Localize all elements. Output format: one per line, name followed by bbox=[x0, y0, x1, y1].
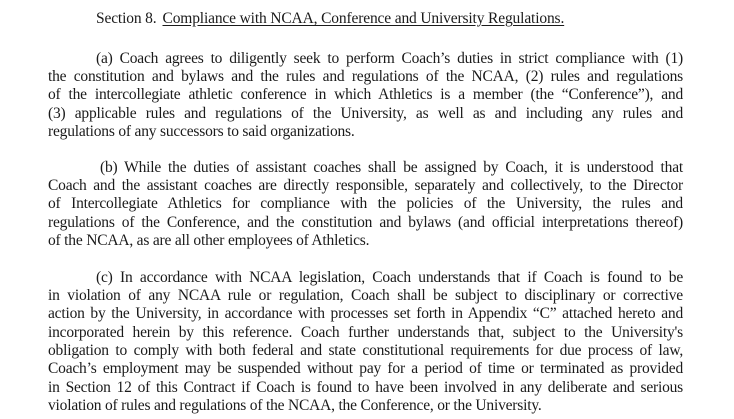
section-number: Section 8. bbox=[96, 10, 157, 27]
text-line: (b) While the duties of assistant coaches shall be assigned by Coach, it is understood that bbox=[100, 159, 683, 176]
text-line: the constitution and bylaws and the rules and regulations of the NCAA, (2) rules and regulations bbox=[48, 68, 683, 85]
text-line: of Intercollegiate Athletics for compliance with the policies of the University, the rules and bbox=[48, 195, 683, 212]
text-line: of the NCAA, as are all other employees of Athletics. bbox=[48, 232, 370, 249]
text-line: (c) In accordance with NCAA legislation, Coach understands that if Coach is found to be bbox=[96, 269, 683, 286]
text-line: (a) Coach agrees to diligently seek to perform Coach’s duties in strict compliance with (1) bbox=[96, 50, 683, 67]
text-line: violation of rules and regulations of the NCAA, the Conference, or the University. bbox=[48, 397, 542, 414]
text-line: in violation of any NCAA rule or regulation, Coach shall be subject to disciplinary or corrective bbox=[48, 287, 683, 304]
text-line: regulations of the Conference, and the constitution and bylaws (and official interpretations thereof) bbox=[48, 214, 683, 231]
text-line: Coach’s employment may be suspended without pay for a period of time or terminated as provided bbox=[48, 360, 683, 377]
text-line: regulations of any successors to said organizations. bbox=[48, 123, 355, 140]
text-line: Coach and the assistant coaches are directly responsible, separately and collectively, to the Director bbox=[48, 177, 683, 194]
section-heading bbox=[96, 10, 564, 28]
text-line: of the intercollegiate athletic conference in which Athletics is a member (the “Conference”), and bbox=[48, 86, 683, 103]
text-line: (3) applicable rules and regulations of the University, as well as and including any rules and bbox=[48, 105, 683, 122]
text-line: obligation to comply with both federal and state constitutional requirements for due process of law, bbox=[48, 342, 683, 359]
text-line: in Section 12 of this Contract if Coach is found to have been involved in any deliberate and serious bbox=[48, 379, 683, 396]
text-line: action by the University, in accordance with processes set forth in Appendix “C” attached hereto and bbox=[48, 305, 683, 322]
text-line: incorporated herein by this reference. Coach further understands that, subject to the University's bbox=[48, 324, 683, 341]
section-title: Compliance with NCAA, Conference and University Regulations. bbox=[162, 10, 565, 27]
